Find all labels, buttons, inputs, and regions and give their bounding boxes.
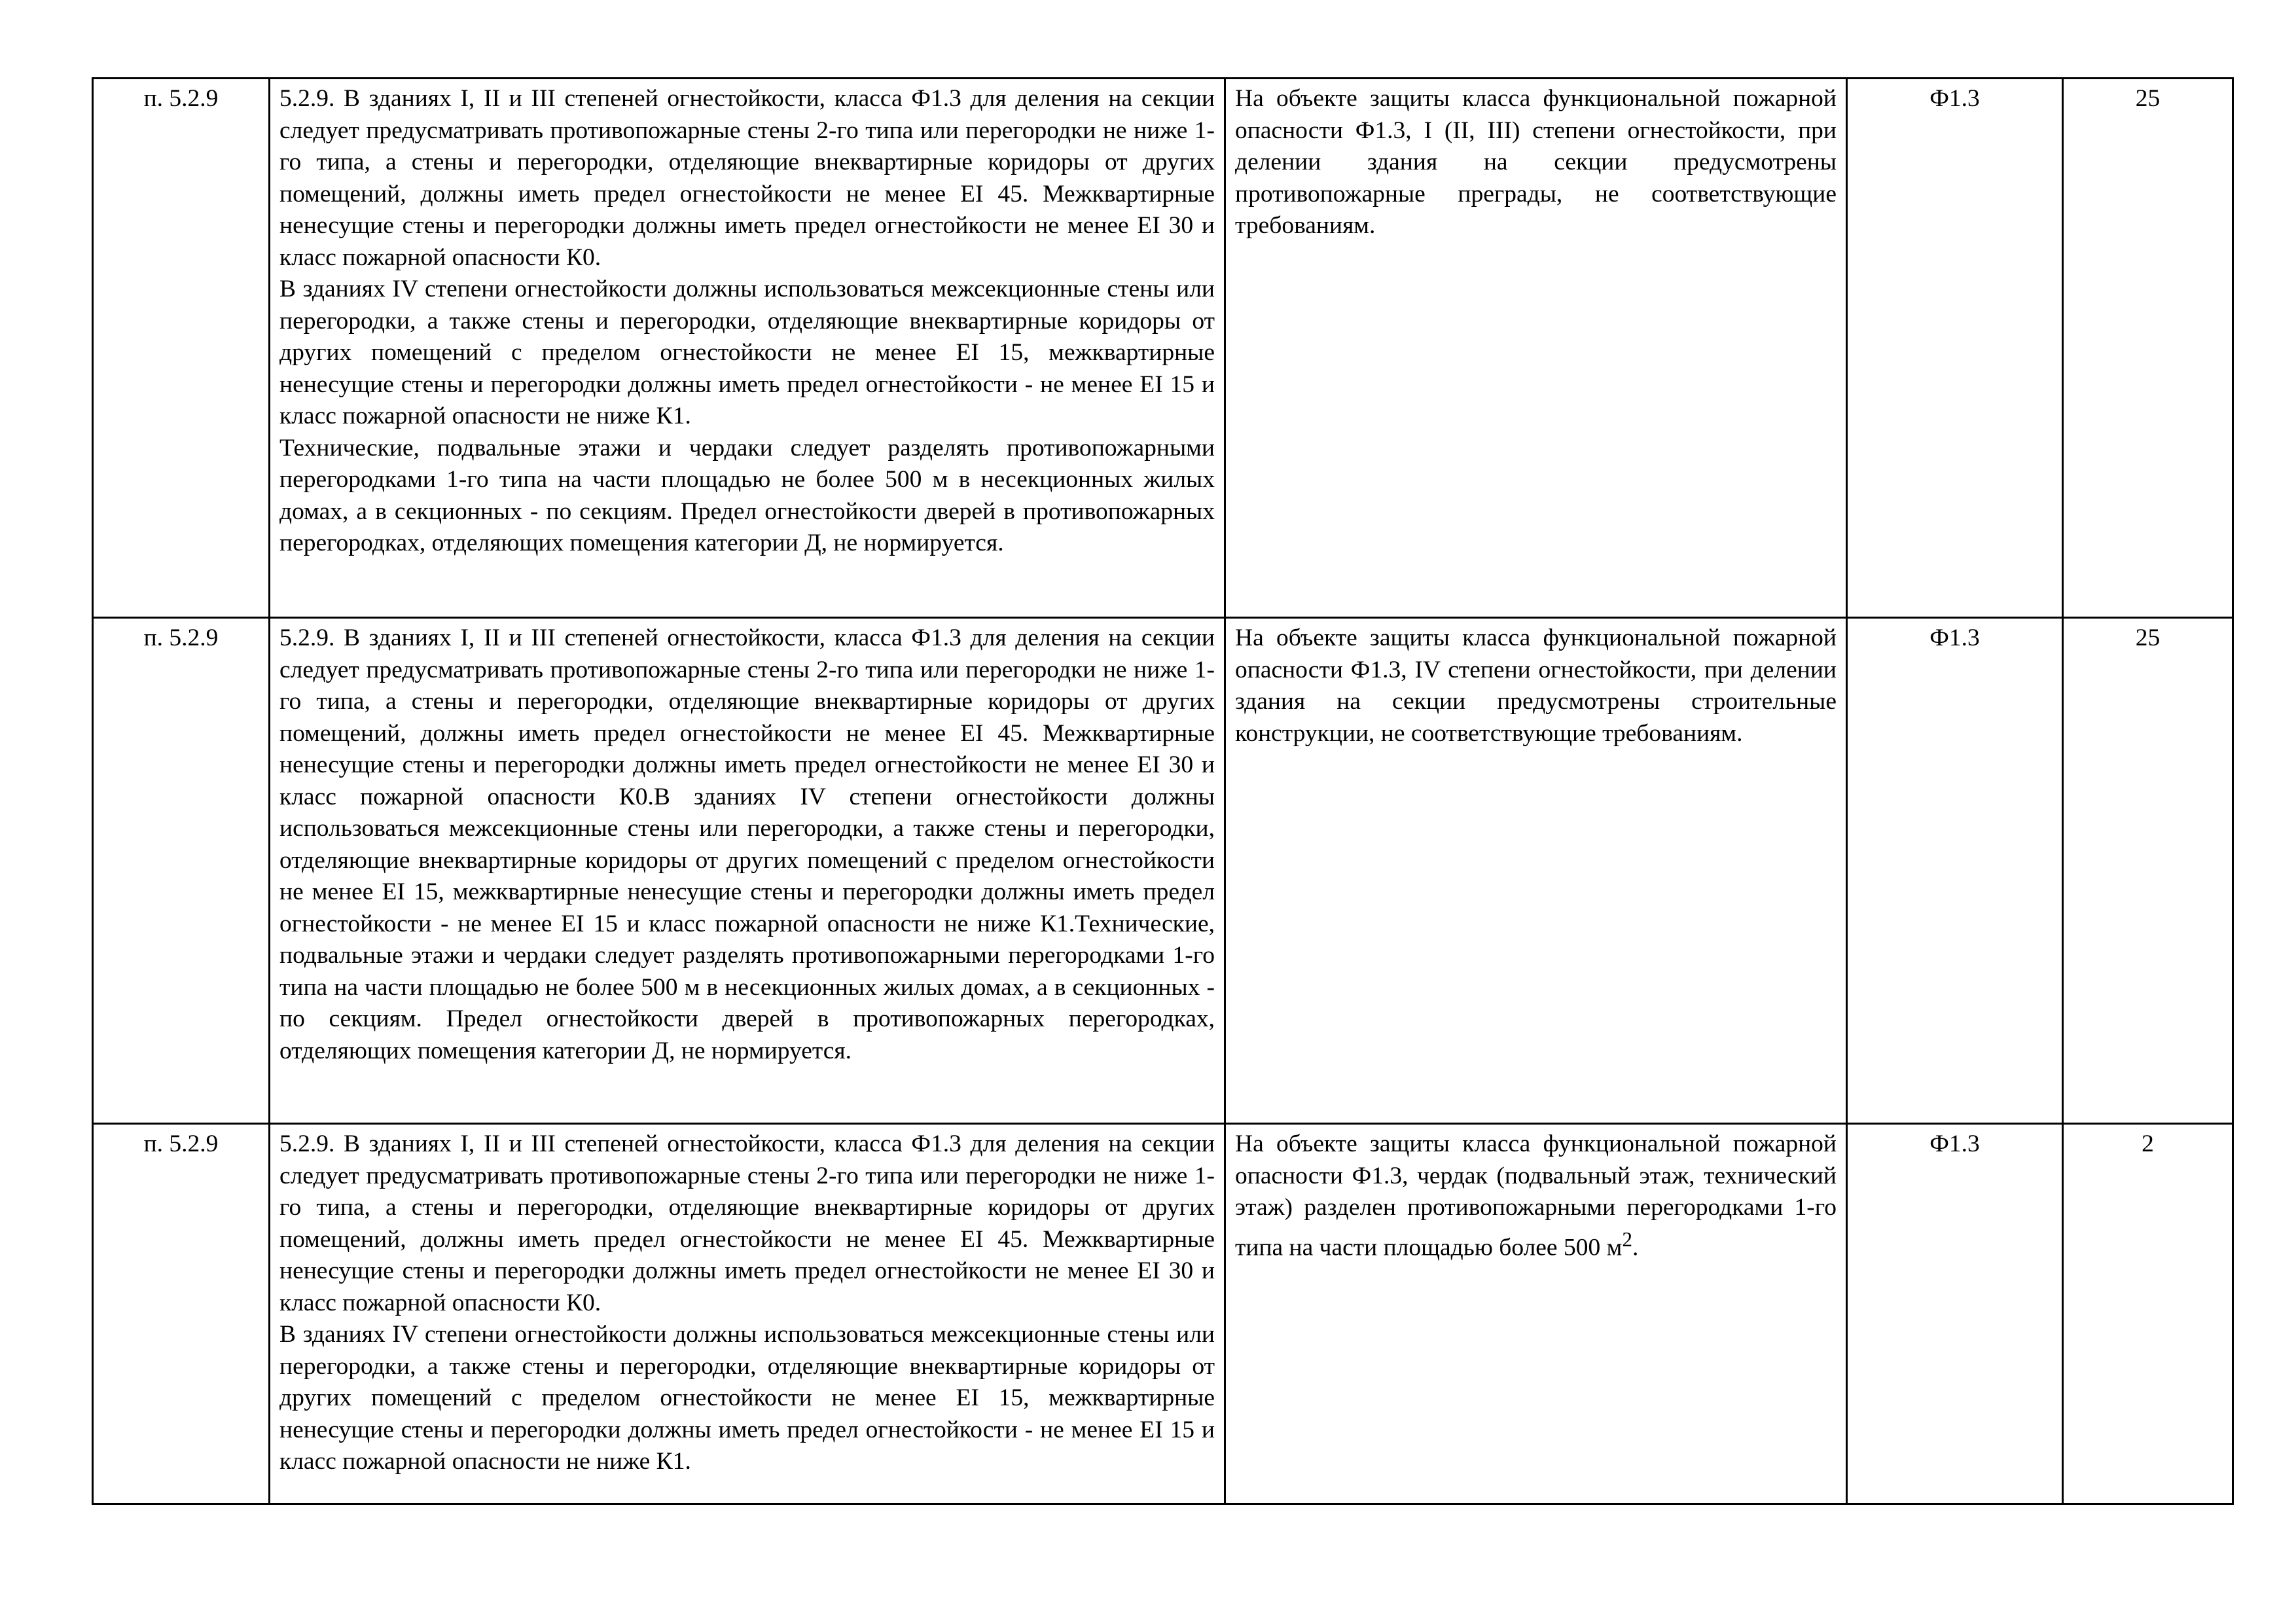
table-row [93,618,2233,1124]
requirement-paragraph: В зданиях IV степени огнестойкости должны использоваться межсекционные стены или перегородки, а также стены и перегородки, отделяющие внеквартирные коридоры от других помещений с пределом огнестойкости не менее EI 15, межквартирные ненесущие стены и перегородки должны иметь предел огнестойкости - не менее EI 15 и класс пожарной опасности не ниже К1. [279,276,1215,429]
violation-cell: На объекте защиты класса функциональной пожарной опасности Ф1.3, I (II, III) степени огнестойкости, при делении здания на секции предусмотрены противопожарные преграды, не соответствующие требованиям. [1225,79,1847,618]
requirement-paragraph: В зданиях IV степени огнестойкости должны использоваться межсекционные стены или перегородки, а также стены и перегородки, отделяющие внеквартирные коридоры от других помещений с пределом огнестойкости не менее EI 15, межквартирные ненесущие стены и перегородки должны иметь предел огнестойкости - не менее EI 15 и класс пожарной опасности не ниже К1. [279,1321,1215,1475]
requirement-paragraph: 5.2.9. В зданиях I, II и III степеней огнестойкости, класса Ф1.3 для деления на секции следует предусматривать противопожарные стены 2-го типа или перегородки не ниже 1-го типа, а стены и перегородки, отделяющие внеквартирные коридоры от других помещений, должны иметь предел огнестойкости не менее EI 45. Межквартирные ненесущие стены и перегородки должны иметь предел огнестойкости не менее EI 30 и класс пожарной опасности К0. [279,85,1215,271]
requirement-cell [270,1124,1225,1504]
requirements-table [92,77,2234,1505]
count-cell: 25 [2063,618,2233,1124]
violation-period: . [1632,1234,1639,1261]
class-cell: Ф1.3 [1847,1124,2063,1504]
violation-cell: На объекте защиты класса функциональной пожарной опасности Ф1.3, IV степени огнестойкости, при делении здания на секции предусмотрены строительные конструкции, не соответствующие требованиям. [1225,618,1847,1124]
table-row [93,1124,2233,1504]
requirement-paragraph: 5.2.9. В зданиях I, II и III степеней огнестойкости, класса Ф1.3 для деления на секции следует предусматривать противопожарные стены 2-го типа или перегородки не ниже 1-го типа, а стены и перегородки, отделяющие внеквартирные коридоры от других помещений, должны иметь предел огнестойкости не менее EI 45. Межквартирные ненесущие стены и перегородки должны иметь предел огнестойкости не менее EI 30 и класс пожарной опасности К0. [279,1130,1215,1316]
count-cell: 2 [2063,1124,2233,1504]
requirement-paragraph: Технические, подвальные этажи и чердаки следует разделять противопожарными перегородками 1-го типа на части площадью не более 500 м в несекционных жилых домах, а в секционных - по секциям. Предел огнестойкости дверей в противопожарных перегородках, отделяющих помещения категории Д, не нормируется. [279,434,1215,556]
clause-cell: п. 5.2.9 [93,618,270,1124]
table-row [93,79,2233,618]
requirement-cell [270,79,1225,618]
count-cell: 25 [2063,79,2233,618]
requirement-cell [270,618,1225,1124]
violation-text: На объекте защиты класса функциональной пожарной опасности Ф1.3, чердак (подвальный этаж, технический этаж) разделен противопожарными перегородками 1-го типа на части площадью более 500 м [1235,1130,1837,1261]
requirement-paragraph: 5.2.9. В зданиях I, II и III степеней огнестойкости, класса Ф1.3 для деления на секции следует предусматривать противопожарные стены 2-го типа или перегородки не ниже 1-го типа, а стены и перегородки, отделяющие внеквартирные коридоры от других помещений, должны иметь предел огнестойкости не менее EI 45. Межквартирные ненесущие стены и перегородки должны иметь предел огнестойкости не менее EI 30 и класс пожарной опасности К0.В зданиях IV степени огнестойкости должны использоваться межсекционные стены или перегородки, а также стены и перегородки, отделяющие внеквартирные коридоры от других помещений с пределом огнестойкости не менее EI 15, межквартирные ненесущие стены и перегородки должны иметь предел огнестойкости - не менее EI 15 и класс пожарной опасности не ниже К1.Технические, подвальные этажи и чердаки следует разделять противопожарными перегородками 1-го типа на части площадью не более 500 м в несекционных жилых домах, а в секционных - по секциям. Предел огнестойкости дверей в противопожарных перегородках, отделяющих помещения категории Д, не нормируется. [279,624,1215,1064]
clause-cell: п. 5.2.9 [93,79,270,618]
class-cell: Ф1.3 [1847,618,2063,1124]
superscript-exponent: 2 [1622,1227,1632,1251]
class-cell: Ф1.3 [1847,79,2063,618]
clause-cell: п. 5.2.9 [93,1124,270,1504]
violation-cell [1225,1124,1847,1504]
